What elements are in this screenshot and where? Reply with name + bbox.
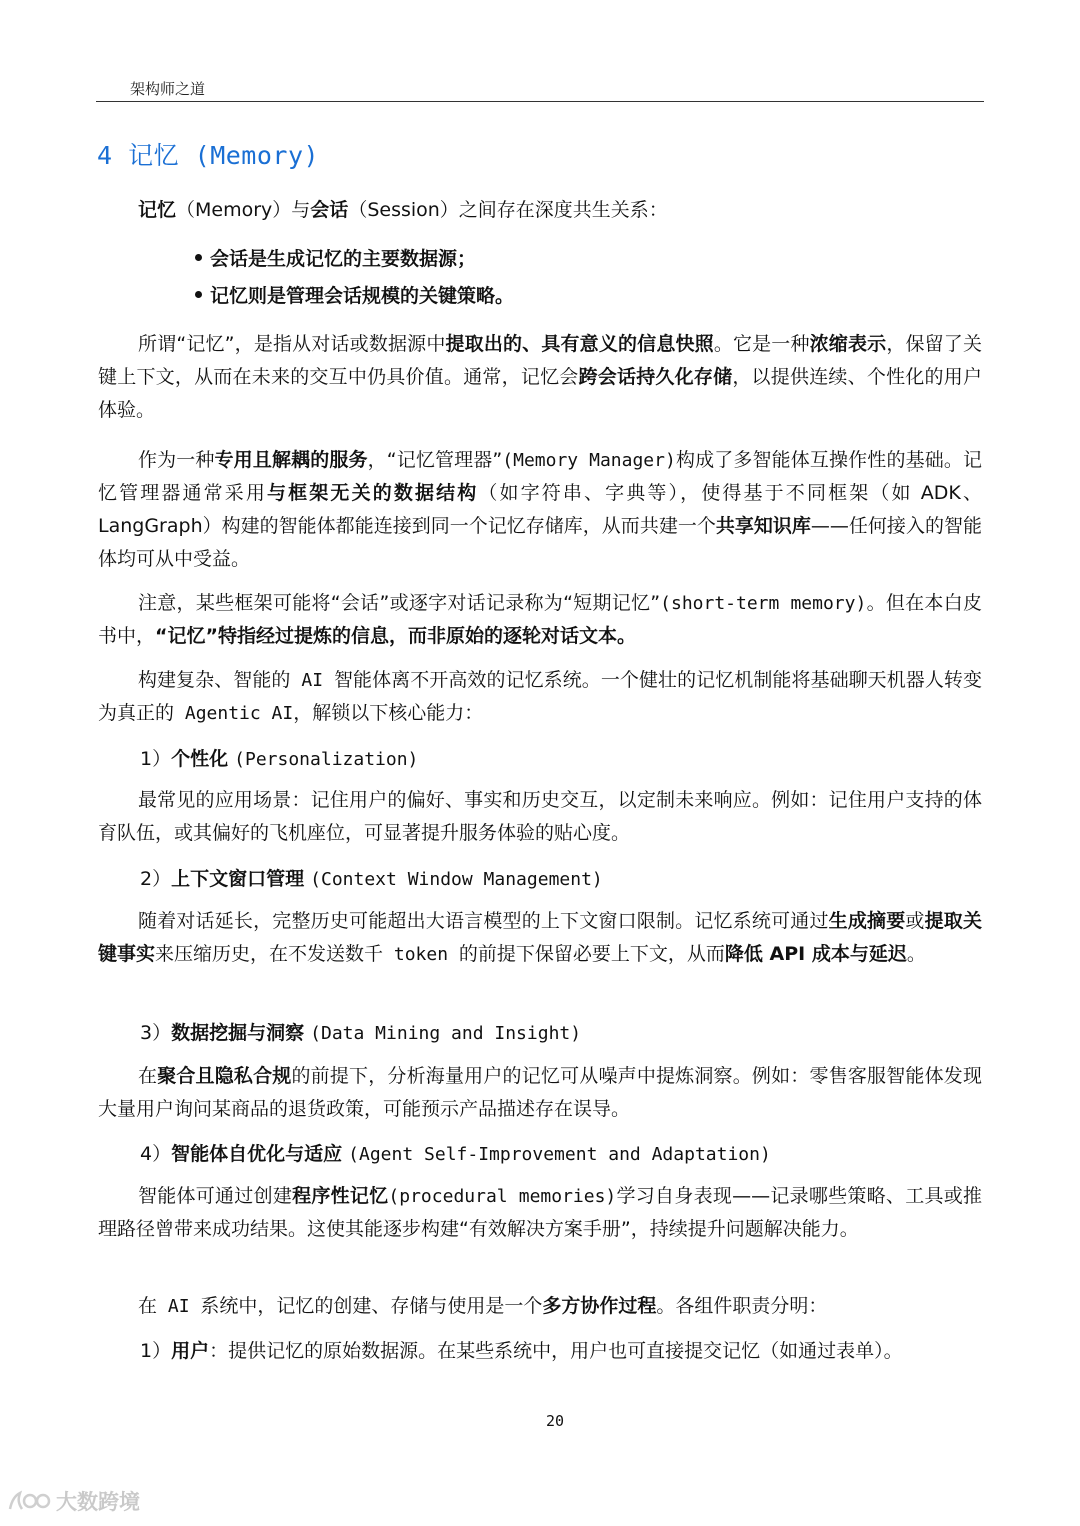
watermark-logo-icon [8, 1489, 52, 1513]
paragraph-note: 注意，某些框架可能将“会话”或逐字对话记录称为“短期记忆”(short-term memory)。但在本白皮书中，“记忆”特指经过提炼的信息，而非原始的逐轮对话文本。 [98, 592, 982, 647]
page-number: 20 [545, 1412, 565, 1430]
paragraph-memory-manager: 作为一种专用且解耦的服务，“记忆管理器”(Memory Manager)构成了多智能体互操作性的基础。记忆管理器通常采用与框架无关的数据结构（如字符串、字典等），使得基于不同框架（如 ADK、LangGraph）构建的智能体都能连接到同一个记忆存储库，从而共建一个共享知识库——任何接入的智能体均可从中受益。 [98, 449, 982, 570]
capability-heading-context-window: 2）上下文窗口管理 (Context Window Management) [140, 868, 603, 890]
role-item-user: 1）用户：提供记忆的原始数据源。在某些系统中，用户也可直接提交记忆（如通过表单）。 [140, 1340, 903, 1362]
capability-body-context-window: 随着对话延长，完整历史可能超出大语言模型的上下文窗口限制。记忆系统可通过生成摘要或提取关键事实来压缩历史，在不发送数千 token 的前提下保留必要上下文，从而降低 API 成本与延迟。 [98, 910, 982, 965]
section-title: 4 记忆 (Memory) [97, 141, 320, 170]
capability-body-data-mining: 在聚合且隐私合规的前提下，分析海量用户的记忆可从噪声中提炼洞察。例如：零售客服智能体发现大量用户询问某商品的退货政策，可能预示产品描述存在误导。 [98, 1065, 982, 1120]
watermark-text: 大数跨境 [56, 1490, 140, 1514]
capability-body-personalization: 最常见的应用场景：记住用户的偏好、事实和历史交互，以定制未来响应。例如：记住用户支持的体育队伍，或其偏好的飞机座位，可显著提升服务体验的贴心度。 [98, 789, 982, 844]
paragraph-memory-definition: 所谓“记忆”，是指从对话或数据源中提取出的、具有意义的信息快照。它是一种浓缩表示，保留了关键上下文，从而在未来的交互中仍具价值。通常，记忆会跨会话持久化存储，以提供连续、个性化的用户体验。 [98, 333, 982, 421]
intro-paragraph: 记忆（Memory）与会话（Session）之间存在深度共生关系： [138, 199, 668, 221]
header-divider [96, 101, 984, 102]
bullet-dot-icon [195, 291, 202, 298]
capability-heading-data-mining: 3）数据挖掘与洞察 (Data Mining and Insight) [140, 1022, 582, 1044]
bullet-item: 记忆则是管理会话规模的关键策略。 [195, 281, 514, 308]
capability-body-self-improvement: 智能体可通过创建程序性记忆(procedural memories)学习自身表现——记录哪些策略、工具或推理路径曾带来成功结果。这使其能逐步构建“有效解决方案手册”，持续提升问题解决能力。 [98, 1185, 982, 1240]
bullet-dot-icon [195, 254, 202, 261]
running-header: 架构师之道 [130, 80, 206, 98]
bullet-item: 会话是生成记忆的主要数据源； [195, 244, 476, 271]
paragraph-collaboration: 在 AI 系统中，记忆的创建、存储与使用是一个多方协作过程。各组件职责分明： [138, 1295, 828, 1317]
watermark [8, 1486, 140, 1516]
capability-heading-personalization: 1）个性化 (Personalization) [140, 748, 419, 770]
paragraph-capabilities-intro: 构建复杂、智能的 AI 智能体离不开高效的记忆系统。一个健壮的记忆机制能将基础聊天机器人转变为真正的 Agentic AI，解锁以下核心能力： [98, 669, 982, 724]
capability-heading-self-improvement: 4）智能体自优化与适应 (Agent Self-Improvement and Adaptation) [140, 1143, 771, 1165]
